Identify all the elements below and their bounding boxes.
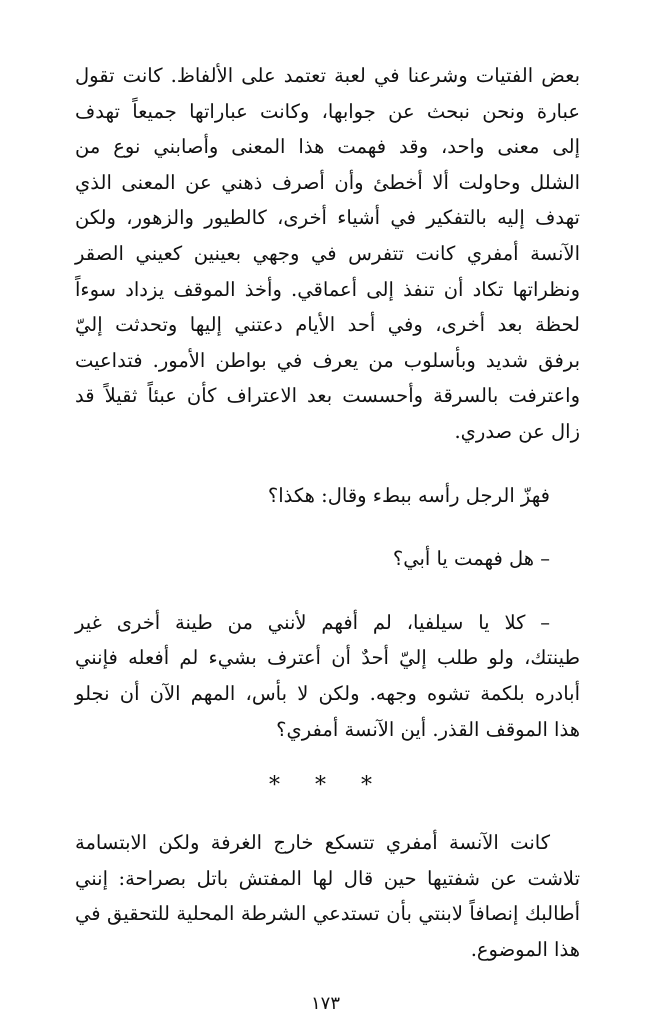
section-separator: * * * [269, 773, 386, 799]
paragraph-question [75, 541, 580, 577]
text-line: أطالبك إنصافاً لابنتي بأن تستدعي الشرطة المحلية للتحقيق في [75, 902, 580, 926]
text-line: إلى معنى واحد، وقد فهمت هذا المعنى وأصابني نوع من [75, 135, 580, 159]
paragraph-father-reply [75, 478, 580, 514]
page-number: ١٧٣ [310, 993, 340, 1014]
text-line: زال عن صدري. [454, 419, 580, 443]
text-line: تهدف إليه بالتفكير في أشياء أخرى، كالطيور والزهور، ولكن [75, 206, 580, 230]
text-line: عبارة ونحن نبحث عن جوابها، وكانت عباراتها جميعاً تهدف [75, 99, 580, 123]
paragraph-inspector [75, 825, 580, 967]
text-line: لحظة بعد أخرى، وفي أحد الأيام دعتني إليها وتحدثت إليّ [75, 313, 580, 337]
paragraph-dialogue [75, 605, 580, 747]
text-line: بعض الفتيات وشرعنا في لعبة تعتمد على الألفاظ. كانت تقول [75, 64, 580, 87]
text-line: هذا الموقف القذر. أين الآنسة أمفري؟ [276, 717, 580, 741]
text-line: واعترفت بالسرقة وأحسست بعد الاعتراف كأن عبئاً ثقيلاً قد [75, 384, 580, 408]
text-line: ونظراتها تكاد أن تنفذ إلى أعماقي. وأخذ الموقف يزداد سوءاً [75, 277, 580, 301]
text-line: – كلا يا سيلفيا، لم أفهم لأنني من طينة أخرى غير [75, 610, 550, 634]
paragraph-confession [75, 58, 580, 450]
text-line: تلاشت عن شفتيها حين قال لها المفتش باتل بصراحة: إنني [75, 866, 580, 890]
text-line: الشلل وحاولت ألا أخطئ وأن أصرف ذهني عن المعنى الذي [75, 170, 580, 194]
text-line: كانت الآنسة أمفري تتسكع خارج الغرفة ولكن الابتسامة [75, 831, 550, 855]
text-line: برفق شديد وبأسلوب من يعرف في بواطن الأمور. فتداعيت [75, 348, 580, 372]
text-line: – هل فهمت يا أبي؟ [392, 547, 550, 571]
text-line: الآنسة أمفري كانت تتفرس في وجهي بعينين كعيني الصقر [75, 241, 580, 265]
text-line: فهزّ الرجل رأسه ببطء وقال: هكذا؟ [267, 483, 550, 507]
text-line: هذا الموضوع. [470, 937, 580, 961]
text-line: طينتك، ولو طلب إليّ أحدٌ أن أعترف بشيء لم أفعله فإنني [75, 646, 580, 670]
text-line: أبادره بلكمة تشوه وجهه. ولكن لا بأس، المهم الآن أن نجلو [75, 681, 580, 705]
